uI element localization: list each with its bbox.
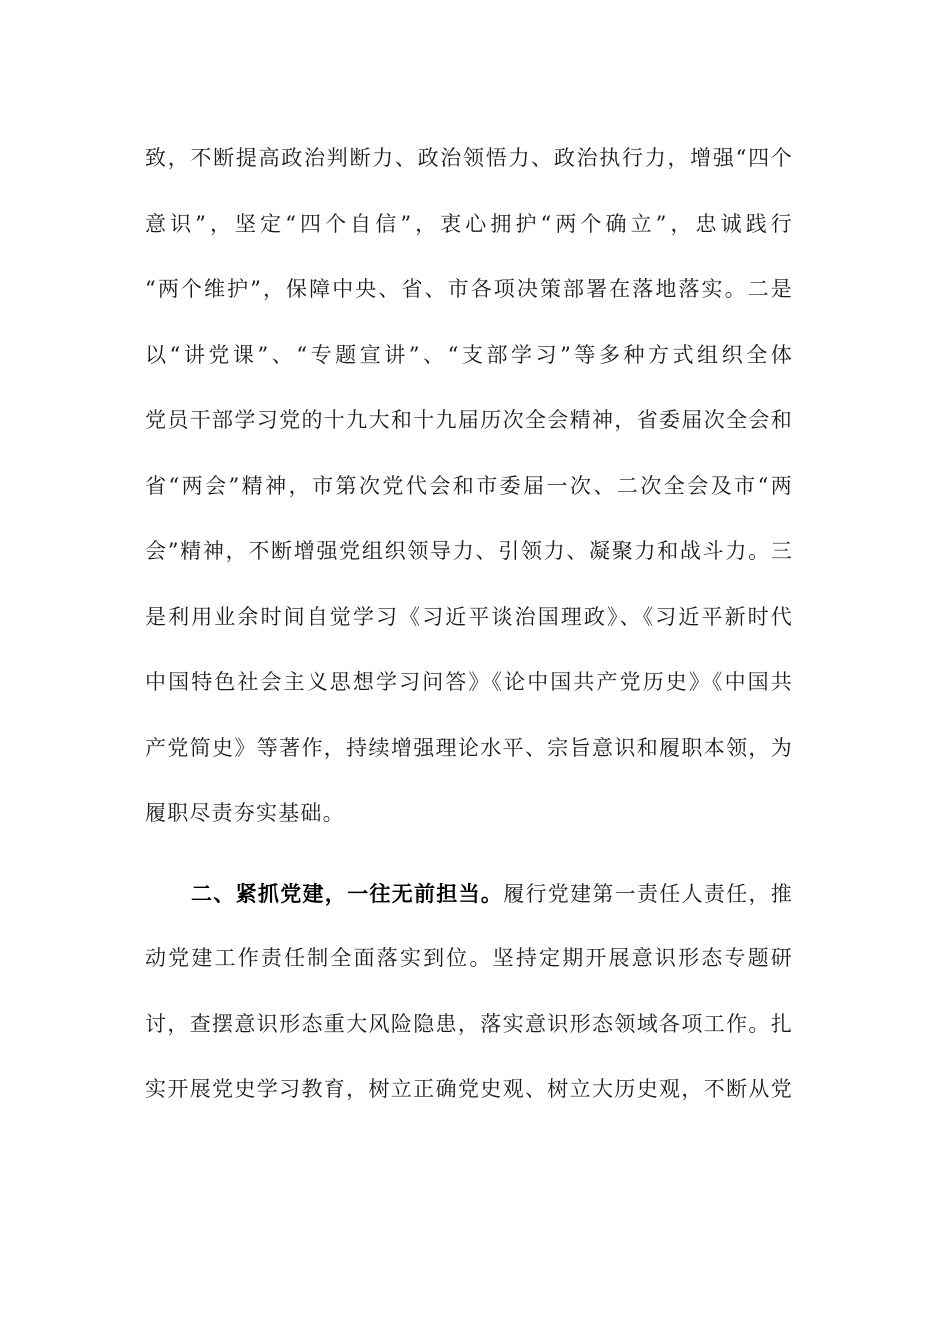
paragraph-2-line-2: 动党建工作责任制全面落实到位。坚持定期开展意识形态专题研 [145, 946, 793, 970]
paragraph-1-line-11: 履职尽责夯实基础。 [145, 801, 345, 825]
paragraph-1-line-3: “两个维护”，保障中央、省、市各项决策部署在落地落实。二是 [145, 277, 793, 301]
section-heading: 二、紧抓党建，一往无前担当。 [191, 880, 504, 906]
paragraph-1-line-7: 会”精神，不断增强党组织领导力、引领力、凝聚力和战斗力。三 [145, 539, 793, 563]
paragraph-2-line-3: 讨，查摆意识形态重大风险隐患，落实意识形态领域各项工作。扎 [145, 1011, 793, 1036]
paragraph-1-line-2: 意识”，坚定“四个自信”，衷心拥护“两个确立”，忠诚践行 [145, 211, 793, 236]
paragraph-2-line-1 [145, 861, 793, 927]
paragraph-1-line-1: 致，不断提高政治判断力、政治领悟力、政治执行力，增强“四个 [145, 146, 793, 170]
paragraph-1-line-6: 省“两会”精神，市第次党代会和市委届一次、二次全会及市“两 [145, 473, 793, 498]
document-body [145, 126, 793, 1123]
paragraph-gap [145, 847, 793, 861]
paragraph-1-line-9: 中国特色社会主义思想学习问答》《论中国共产党历史》《中国共 [145, 670, 793, 694]
paragraph-2-line-1-rest: 履行党建第一责任人责任，推 [503, 881, 793, 906]
paragraph-1-line-8: 是利用业余时间自觉学习《习近平谈治国理政》、《习近平新时代 [145, 604, 793, 629]
paragraph-1-line-4: 以“讲党课”、“专题宣讲”、“支部学习”等多种方式组织全体 [145, 342, 793, 367]
paragraph-1-line-5: 党员干部学习党的十九大和十九届历次全会精神，省委届次全会和 [145, 408, 793, 432]
paragraph-1-line-10: 产党简史》等著作，持续增强理论水平、宗旨意识和履职本领，为 [145, 735, 793, 760]
paragraph-2-line-4: 实开展党史学习教育，树立正确党史观、树立大历史观，不断从党 [145, 1077, 793, 1101]
